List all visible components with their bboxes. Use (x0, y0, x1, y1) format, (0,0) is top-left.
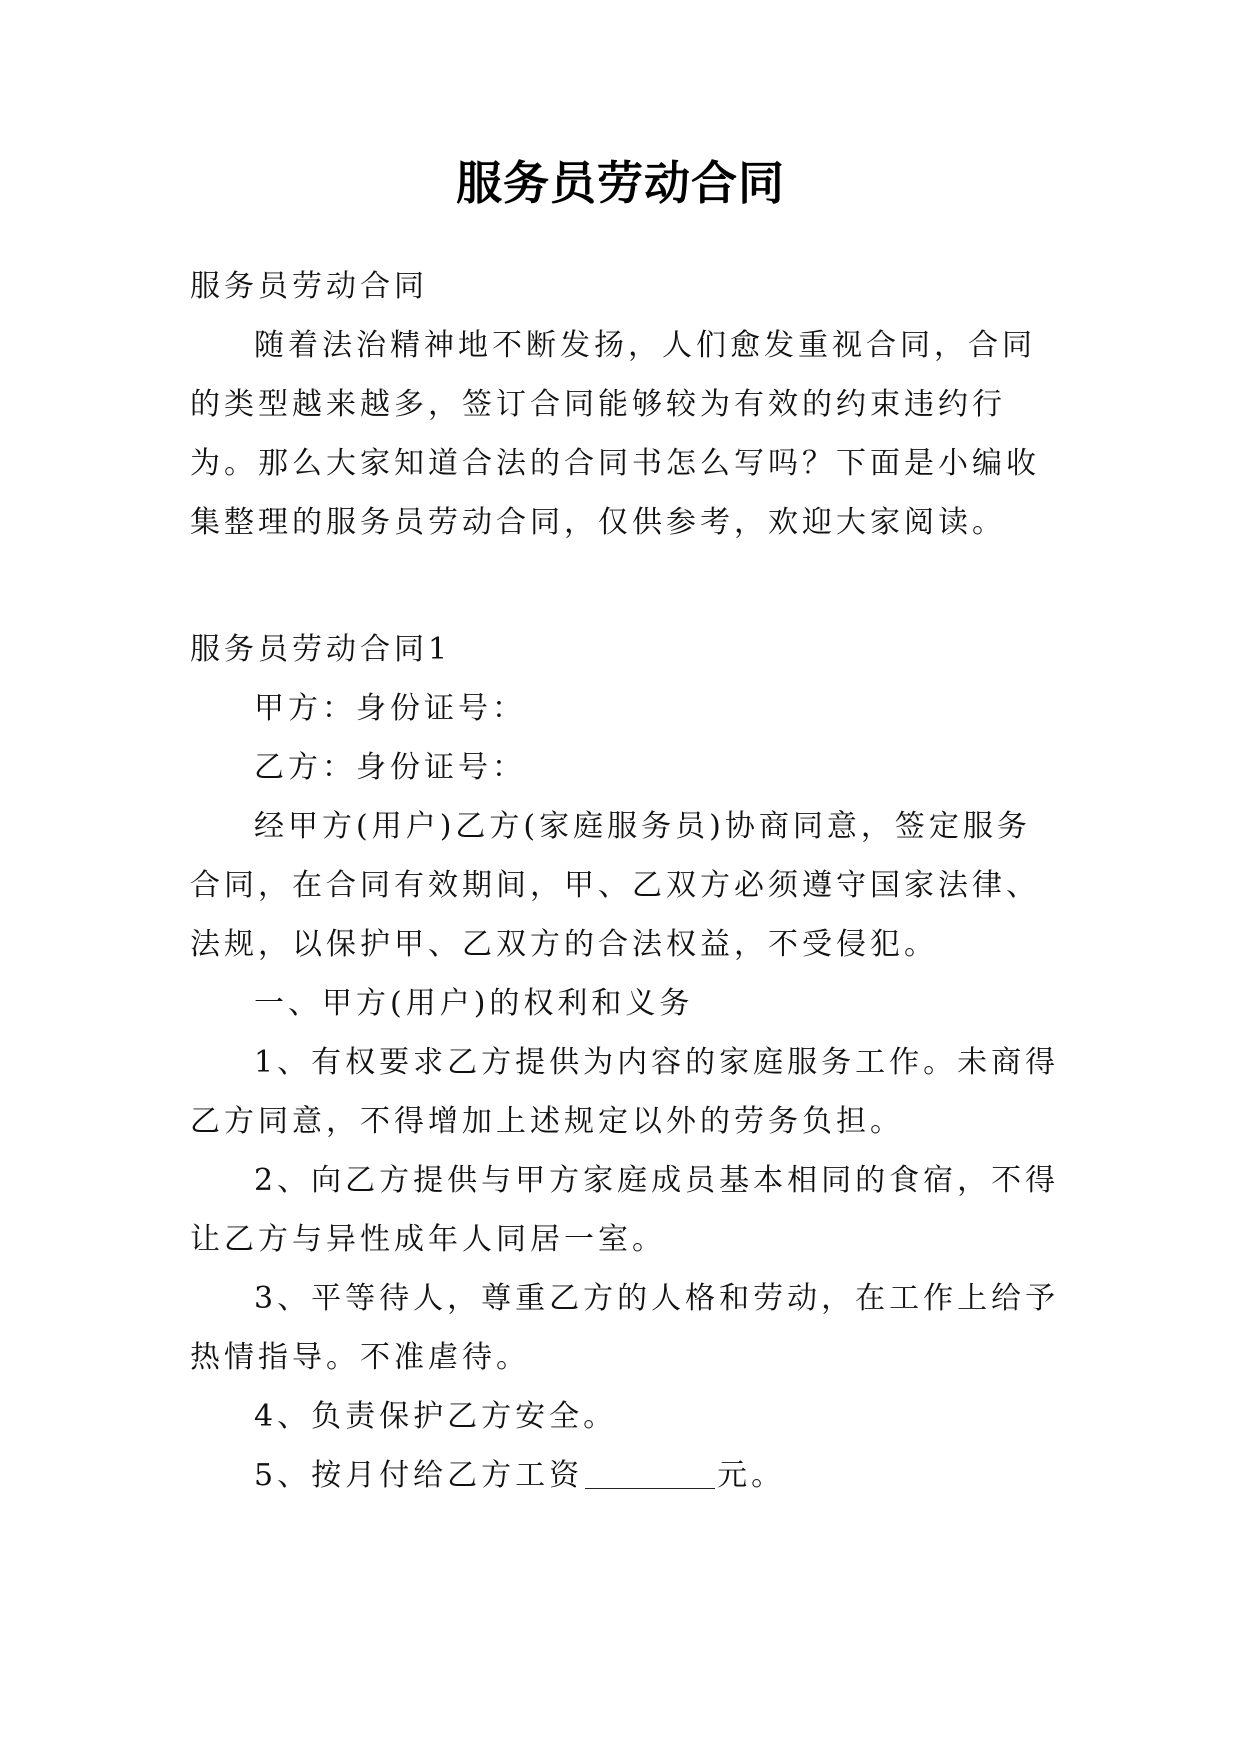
document-title: 服务员劳动合同 (456, 156, 785, 210)
intro-section (190, 257, 1060, 552)
wage-blank-line (585, 1458, 715, 1489)
clause-item-2: 2、向乙方提供与甲方家庭成员基本相同的食宿，不得让乙方与异性成年人同居一室。 (190, 1163, 1060, 1257)
intro-paragraph: 随着法治精神地不断发扬，人们愈发重视合同，合同的类型越来越多，签订合同能够较为有效的约束违约行为。那么大家知道合法的合同书怎么写吗？下面是小编收集整理的服务员劳动合同，仅供参考，欢迎大家阅读。 (190, 328, 1040, 540)
clause-item-5 (190, 1446, 1060, 1505)
clause-item-1: 1、有权要求乙方提供为内容的家庭服务工作。未商得乙方同意，不得增加上述规定以外的劳务负担。 (190, 1045, 1060, 1139)
section-1-title: 一、甲方(用户)的权利和义务 (254, 986, 694, 1021)
preamble-paragraph: 经甲方(用户)乙方(家庭服务员)协商同意，签定服务合同，在合同有效期间，甲、乙双方必须遵守国家法律、法规，以保护甲、乙双方的合法权益，不受侵犯。 (190, 809, 1040, 962)
clause-item-5-prefix: 5、按月付给乙方工资 (254, 1458, 584, 1493)
party-b-line: 乙方：身份证号： (254, 750, 526, 785)
contract-1-section (190, 620, 1060, 1505)
party-a-line: 甲方：身份证号： (254, 691, 526, 726)
clause-item-4: 4、负责保护乙方安全。 (254, 1399, 618, 1434)
clause-item-3: 3、平等待人，尊重乙方的人格和劳动，在工作上给予热情指导。不准虐待。 (190, 1281, 1060, 1375)
contract-1-heading: 服务员劳动合同1 (190, 632, 452, 667)
intro-heading: 服务员劳动合同 (190, 269, 428, 304)
clause-item-5-suffix: 元。 (717, 1458, 786, 1493)
